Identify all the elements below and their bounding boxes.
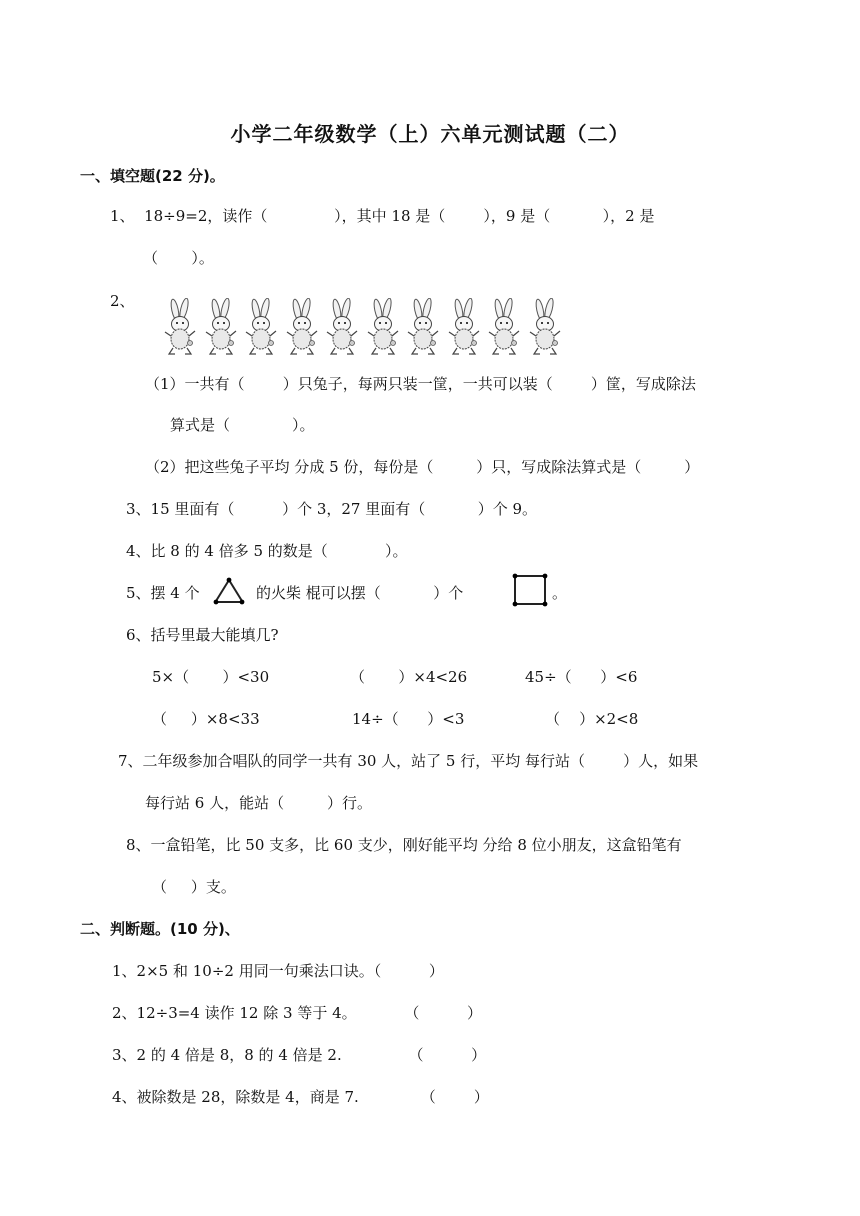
- q8-line1: 8、一盒铅笔，比 50 支多，比 60 支少，刚好能平均 分给 8 位小朋友，这盒铅笔有: [126, 836, 682, 854]
- q2-sub2: （2）把这些兔子平均 分成 5 份，每份是（ ）只，写成除法算式是（ ）: [145, 458, 700, 476]
- page-title: 小学二年级数学（上）六单元测试题（二）: [230, 122, 630, 146]
- rabbit-icon: [525, 298, 565, 356]
- q2-number: 2、: [110, 292, 135, 310]
- q6-prompt: 6、括号里最大能填几?: [126, 626, 279, 644]
- q2-sub1-line1: （1）一共有（ ）只兔子，每两只装一筐，一共可以装（ ）筐，写成除法: [145, 375, 696, 393]
- judge-item-3: 3、2 的 4 倍是 8，8 的 4 倍是 2. （ ）: [112, 1046, 487, 1064]
- q6-r2-c1: （ ）×8<33: [152, 710, 260, 728]
- rabbit-icon: [160, 298, 200, 356]
- matchstick-square-icon: [511, 572, 549, 608]
- q6-r1-c2: （ ）×4<26: [350, 668, 468, 686]
- section-2-heading: 二、判断题。(10 分)、: [80, 920, 240, 938]
- judge-item-1: 1、2×5 和 10÷2 用同一句乘法口诀。（ ）: [112, 962, 444, 980]
- rabbit-icon: [484, 298, 524, 356]
- q5-part3: 。: [552, 584, 568, 602]
- q7-line1: 7、二年级参加合唱队的同学一共有 30 人，站了 5 行，平均 每行站（ ）人，如果: [118, 752, 699, 770]
- rabbit-icon: [322, 298, 362, 356]
- q6-r1-c1: 5×（ ）<30: [152, 668, 270, 686]
- judge-item-2: 2、12÷3=4 读作 12 除 3 等于 4。 （ ）: [112, 1004, 482, 1022]
- rabbit-icon: [282, 298, 322, 356]
- rabbit-icon: [363, 298, 403, 356]
- rabbit-icon: [201, 298, 241, 356]
- matchstick-triangle-icon: [212, 576, 246, 606]
- q3: 3、15 里面有（ ）个 3，27 里面有（ ）个 9。: [126, 500, 538, 518]
- q5-part2: 的火柴 棍可以摆（ ）个: [256, 584, 464, 602]
- q2-sub1-line2: 算式是（ ）。: [170, 416, 315, 434]
- q6-r1-c3: 45÷（ ）<6: [525, 668, 638, 686]
- q7-line2: 每行站 6 人，能站（ ）行。: [145, 794, 372, 812]
- q4: 4、比 8 的 4 倍多 5 的数是（ ）。: [126, 542, 408, 560]
- rabbit-icon: [241, 298, 281, 356]
- rabbit-icon: [403, 298, 443, 356]
- q1-line1: 1、 18÷9=2，读作（ ），其中 18 是（ ），9 是（ ），2 是: [110, 207, 655, 225]
- rabbit-icon: [444, 298, 484, 356]
- q8-line2: （ ）支。: [152, 878, 236, 896]
- q6-r2-c3: （ ）×2<8: [545, 710, 639, 728]
- q1-line2: （ ）。: [143, 249, 214, 267]
- q5-part1: 5、摆 4 个: [126, 584, 200, 602]
- section-1-heading: 一、填空题(22 分)。: [80, 167, 225, 185]
- judge-item-4: 4、被除数是 28，除数是 4，商是 7. （ ）: [112, 1088, 489, 1106]
- q6-r2-c2: 14÷（ ）<3: [352, 710, 465, 728]
